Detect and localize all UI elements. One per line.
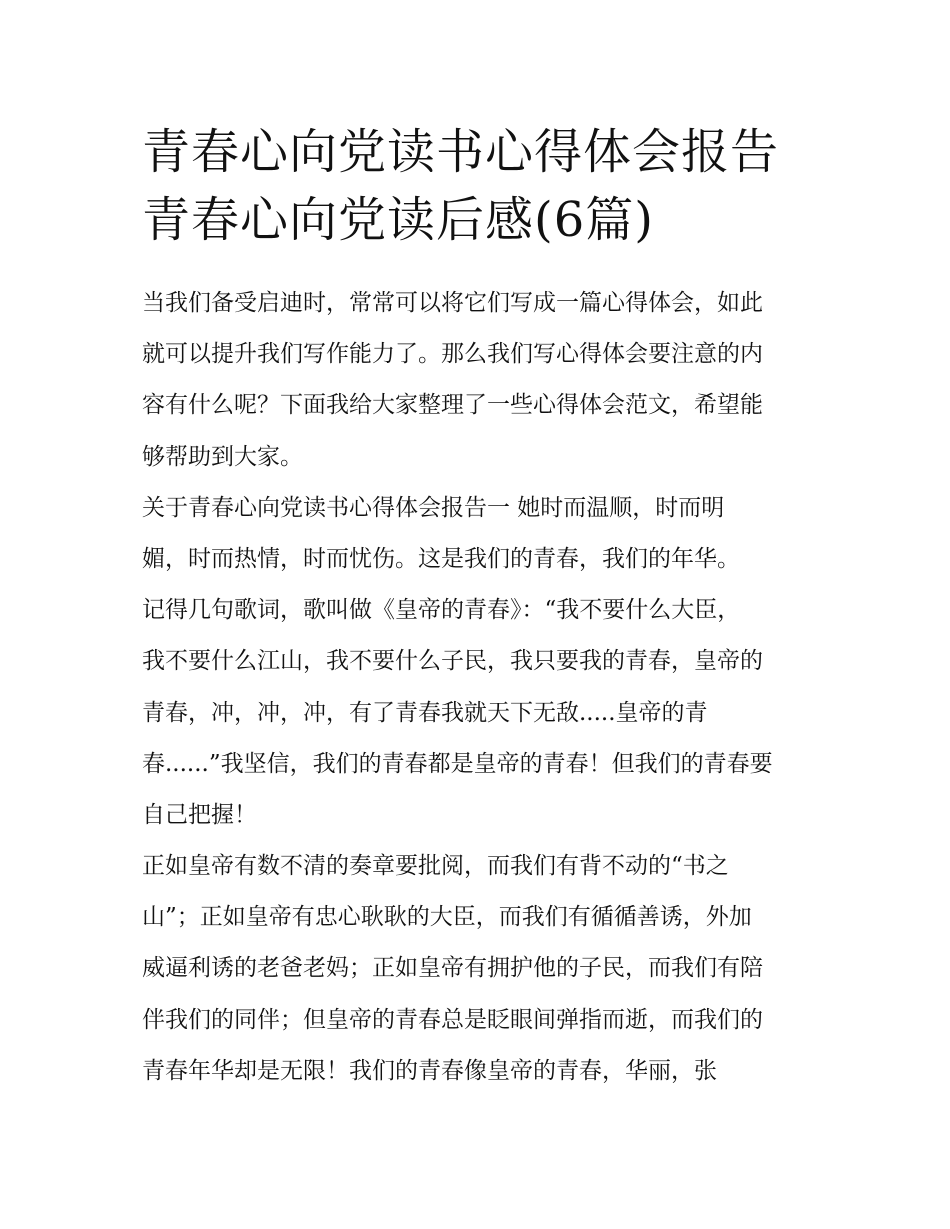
text-line-14: 威逼利诱的老爸老妈；正如皇帝有拥护他的子民，而我们有陪 bbox=[142, 955, 763, 982]
text-line-7: 记得几句歌词，歌叫做《皇帝的青春》：“我不要什么大臣， bbox=[142, 597, 741, 624]
title-line-2: 青春心向党读后感(6篇) bbox=[142, 192, 654, 248]
text-line-10: 春......”我坚信，我们的青春都是皇帝的青春！但我们的青春要 bbox=[142, 750, 773, 777]
document-title bbox=[142, 118, 814, 254]
text-line-5: 关于青春心向党读书心得体会报告一 她时而温顺，时而明 bbox=[142, 494, 725, 521]
text-line-12: 正如皇帝有数不清的奏章要批阅，而我们有背不动的“书之 bbox=[142, 853, 729, 880]
text-line-3: 容有什么呢？下面我给大家整理了一些心得体会范文，希望能 bbox=[142, 392, 763, 419]
title-line-1: 青春心向党读书心得体会报告 bbox=[142, 124, 780, 180]
text-line-13: 山”；正如皇帝有忠心耿耿的大臣，而我们有循循善诱，外加 bbox=[142, 904, 752, 931]
document-body bbox=[142, 286, 814, 1105]
text-line-9: 青春，冲，冲，冲，有了青春我就天下无敌.....皇帝的青 bbox=[142, 699, 708, 726]
text-line-15: 伴我们的同伴；但皇帝的青春总是眨眼间弹指而逝，而我们的 bbox=[142, 1006, 763, 1033]
text-line-8: 我不要什么江山，我不要什么子民，我只要我的青春，皇帝的 bbox=[142, 648, 763, 675]
text-line-4: 够帮助到大家。 bbox=[142, 443, 303, 470]
text-line-16: 青春年华却是无限！我们的青春像皇帝的青春，华丽，张 bbox=[142, 1057, 717, 1084]
text-line-11: 自己把握！ bbox=[142, 801, 257, 828]
text-line-6: 媚，时而热情，时而忧伤。这是我们的青春，我们的年华。 bbox=[142, 545, 740, 572]
text-line-2: 就可以提升我们写作能力了。那么我们写心得体会要注意的内 bbox=[142, 341, 763, 368]
document-page bbox=[142, 118, 814, 1105]
text-line-1: 当我们备受启迪时，常常可以将它们写成一篇心得体会，如此 bbox=[142, 290, 763, 316]
